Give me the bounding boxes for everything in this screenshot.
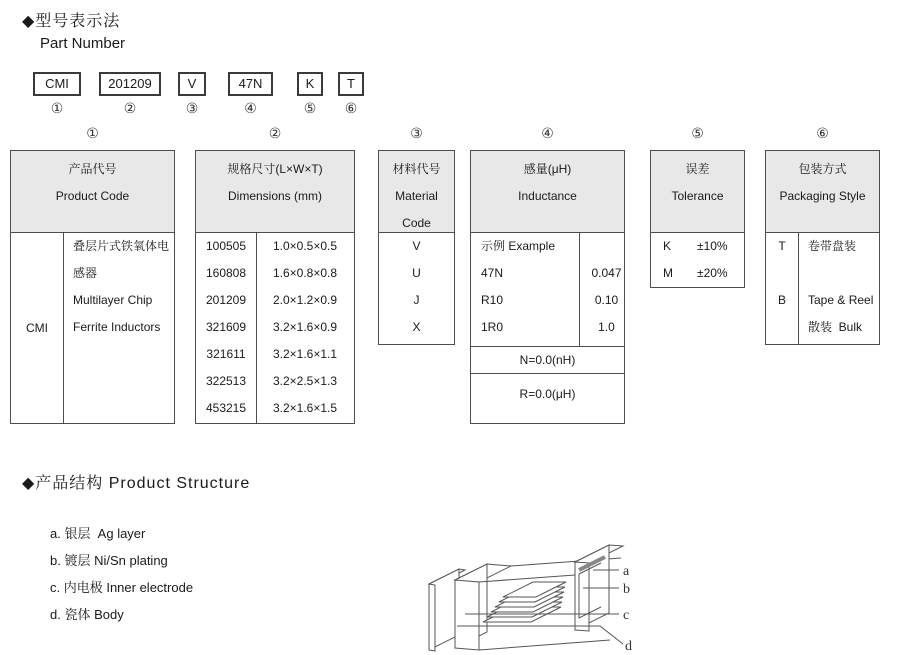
table-row [196,314,354,341]
table-packaging-header [766,151,879,233]
table-inductance-header [471,151,624,233]
inductance-code: 47N [481,266,504,280]
table-row [196,368,354,395]
header-zh: 感量(μH) [523,162,572,176]
table-row [471,233,624,260]
packaging-label: 散装 Bulk [808,320,863,334]
product-structure-diagram [425,518,705,655]
table-row [471,287,624,314]
size-value: 3.2×1.6×0.9 [272,320,338,334]
pn-mark-2: ② [123,100,137,116]
pn-segment-inductance: 47N [228,72,273,96]
tolerance-code: K [663,239,672,253]
size-code: 321609 [205,320,247,334]
table-mark-6: ⑥ [816,125,829,141]
pn-mark-5: ⑤ [303,100,317,116]
pn-mark-3: ③ [185,100,199,116]
table-dimensions [195,150,355,424]
structure-item-c: c. 内电极 Inner electrode [50,580,194,595]
table-row [196,233,354,260]
header-zh: 产品代号 [68,162,117,176]
pn-segment-product-code: CMI [33,72,81,96]
table-row [196,341,354,368]
table-product-code-header [11,151,174,233]
packaging-label: 卷带盘装 [808,239,857,253]
header-en: Inductance [518,189,577,203]
table-mark-1: ① [86,125,99,141]
material-code: X [412,320,421,334]
size-value: 3.2×2.5×1.3 [272,374,338,388]
structure-item-a: a. 银层 Ag layer [50,526,146,541]
table-mark-3: ③ [410,125,423,141]
tolerance-value: ±20% [697,266,728,280]
pn-mark-6: ⑥ [344,100,358,116]
size-code: 160808 [205,266,247,280]
product-desc-line: 叠层片式铁氧体电 [73,239,170,253]
size-code: 100505 [205,239,247,253]
material-code: V [412,239,421,253]
size-value: 1.0×0.5×0.5 [272,239,338,253]
table-material [378,150,455,345]
size-value: 3.2×1.6×1.1 [272,347,338,361]
header-en: Product Code [55,189,130,203]
table-mark-2: ② [268,125,282,141]
inductance-value: 1.0 [598,320,615,334]
pn-mark-1: ① [50,100,64,116]
size-value: 3.2×1.6×1.5 [272,401,338,415]
note-nh: N=0.0(nH) [471,346,624,373]
column-divider [256,233,257,423]
product-desc-line: Multilayer Chip [73,293,153,307]
size-code: 322513 [205,374,247,388]
diagram-label-b: b [623,582,630,597]
pn-mark-4: ④ [244,100,257,116]
header-en: Tolerance [671,189,724,203]
structure-title: ◆产品结构 Product Structure [22,475,251,492]
size-value: 1.6×0.8×0.8 [272,266,338,280]
part-number-title-en: Part Number [40,35,126,52]
table-row [471,314,624,341]
slab-front [429,584,435,651]
table-row [196,395,354,422]
inductance-example-block [471,233,624,346]
table-row [196,260,354,287]
table-mark-4: ④ [541,125,554,141]
table-tolerance-header [651,151,744,233]
pn-segment-material: V [178,72,206,96]
table-row [471,260,624,287]
example-label: 示例 Example [481,239,556,253]
header-en: Packaging Style [779,189,866,203]
material-code: U [412,266,421,280]
left-terminal-front [455,580,479,650]
body-top-front-edge [479,575,575,582]
table-row [651,233,744,260]
diagram-label-d: d [625,639,632,654]
table-inductance [470,150,625,424]
product-desc-line: Ferrite Inductors [73,320,161,334]
structure-item-b: b. 镀层 Ni/Sn plating [50,553,168,568]
size-value: 2.0×1.2×0.9 [272,293,338,307]
table-material-body [379,233,454,344]
pn-segment-tolerance: K [297,72,323,96]
size-code: 453215 [205,401,247,415]
table-mark-5: ⑤ [691,125,704,141]
column-divider [798,233,799,344]
inductance-code: R10 [481,293,504,307]
part-number-title-zh: ◆型号表示法 [22,13,121,30]
body-bottom-edge [479,640,610,650]
header-zh: 误差 [685,162,710,176]
table-tolerance-body [651,233,744,287]
product-desc-line: 感器 [73,266,98,280]
note-uh: R=0.0(μH) [471,373,624,423]
inductance-code: 1R0 [481,320,504,334]
header-en: Code [402,216,431,230]
table-packaging [765,150,880,345]
tolerance-value: ±10% [697,239,728,253]
material-code: J [413,293,420,307]
table-tolerance [650,150,745,288]
header-en: Material [395,189,438,203]
table-product-code [10,150,175,424]
size-code: 321611 [206,347,246,361]
tolerance-code: M [663,266,673,280]
table-inductance-body [471,233,624,423]
packaging-code: B [777,293,786,307]
table-dimensions-body [196,233,354,423]
pn-segment-packaging: T [338,72,364,96]
header-zh: 包装方式 [798,162,847,176]
pn-segment-dimensions: 201209 [99,72,161,96]
table-material-header [379,151,454,233]
column-divider [579,233,580,346]
header-zh: 规格尺寸(L×W×T) [227,162,323,176]
size-code: 201209 [205,293,247,307]
packaging-code: T [778,239,786,253]
structure-item-d: d. 瓷体 Body [50,607,124,622]
header-en: Dimensions (mm) [227,189,322,203]
table-dimensions-header [196,151,354,233]
table-row [651,260,744,287]
header-zh: 材料代号 [392,162,441,176]
inductance-value: 0.10 [594,293,619,307]
table-packaging-body [766,233,879,344]
product-code-value: CMI [26,321,48,335]
packaging-label: Tape & Reel [808,293,874,307]
table-row [196,287,354,314]
diagram-label-c: c [623,608,630,623]
empty-cell [589,233,624,260]
diagram-label-a: a [623,564,630,579]
inductance-value: 0.047 [591,266,622,280]
table-product-code-body [11,233,174,423]
